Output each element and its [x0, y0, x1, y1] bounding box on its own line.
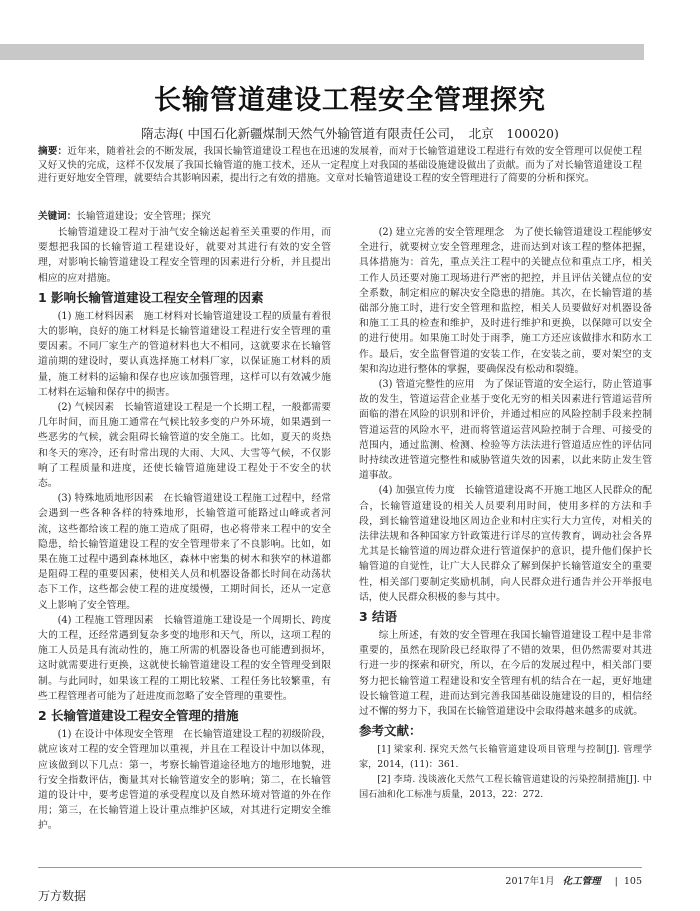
paragraph: (2) 气候因素 长输管道建设工程是一个长期工程，一般都需要几年时间，而且施工通常在气候比较多变的户外环境，如果遇到一些恶劣的气候，就会阻碍长输管道的安全施工。比如，夏天的炎热和冬天的寒冷，还有时常出现的大雨、大风、大雪等气候，不仅影响了工程质量和进度，还使长输管道施建设工程处于不安全的状态。 [38, 402, 331, 490]
watermark-brand: 万方数据 [38, 889, 87, 903]
header-bar [0, 44, 644, 60]
intro-paragraph: 长输管道建设工程对于油气安全输送起着至关重要的作用，而要想把我国的长输管道工程建设好，就要对其进行有效的安全管理，对影响长输管道建设工程安全管理的因素进行分析，并且提出相应的应对措施。 [38, 227, 331, 284]
footer-date: 2017年1月 [505, 876, 555, 887]
paragraph: (1) 在设计中体现安全管理 在长输管道建设工程的初级阶段，就应该对工程的安全管理加以重视，并且在工程设计中加以体现，应该做到以下几点：第一，考察长输管道途径地方的地形地貌，进行安全指数评估，衡量其对长输管道安全的影响；第二，在长输管道的设计中，要考虑管道的承受程度以及自然环境对管道的外在作用；第三，在长输管道上设计重点维护区域，对其进行定期安全维护。 [38, 729, 331, 832]
footer-divider [38, 867, 642, 868]
left-column [38, 225, 331, 834]
article-title: 长输管道建设工程安全管理探究 [154, 85, 546, 116]
author-line: 隋志海( 中国石化新疆煤制天然气外输管道有限责任公司， 北京 100020) [141, 126, 559, 141]
abstract [38, 145, 642, 186]
footer-separator: | [614, 876, 618, 887]
abstract-text: 近年来，随着社会的不断发展，我国长输管道建设工程也在迅速的发展着，而对于长输管道建设工程进行有效的安全管理可以促使工程又好又快的完成，这样不仅发展了我国长输管道的施工技术，还从一定程度上对我国的基础设施建设做出了贡献。而为了对长输管道建设工程进行更好地安全管理，就要结合其影响因素，提出行之有效的措施。文章对长输管道建设工程的安全管理进行了简要的分析和探究。 [38, 146, 642, 185]
keywords [38, 208, 642, 222]
keywords-text: 长输管道建设；安全管理；探究 [76, 211, 211, 222]
abstract-label: 摘要： [38, 146, 68, 157]
paragraph: 综上所述，有效的安全管理在我国长输管道建设工程中是非常重要的，虽然在现阶段已经取得了不错的效果，但仍然需要对其进行进一步的探索和研究，所以，在今后的发展过程中，相关部门要努力把长输管道工程建设和安全管理有机的结合在一起，更好地建设长输管道工程，进而达到完善我国基础设施建设的目的，相信经过不懈的努力下，我国在长输管道建设中会取得越来越多的成就。 [359, 630, 652, 718]
paragraph: (4) 加强宣传力度 长输管道建设离不开施工地区人民群众的配合，长输管道建设的相关人员要利用时间，使用多样的方法和手段，到长输管道建设地区周边企业和村庄实行大力宣传，对相关的法律法规和各种国家方针政策进行详尽的宣传教育，调动社会各界尤其是长输管道的周边群众进行管道保护的意识，提升他们保护长输管道的自觉性，让广大人民群众了解到保护长输管道安全的重要性，相关部门要制定奖励机制，向人民群众进行通告并公开举报电话，使人民群众积极的参与其中。 [359, 485, 652, 603]
paragraph: (1) 施工材料因素 施工材料对长输管道建设工程的质量有着很大的影响，良好的施工材料是长输管道建设工程进行安全管理的重要因素。不同厂家生产的管道材料也大不相同，这就要求在长输管道前期的建设时，要认真选择施工材料厂家，以保证施工材料的质量，施工材料的运输和保存也应该加强管理，这样可以有效减少施工材料在运输和保存中的损害。 [38, 310, 331, 398]
paragraph: (4) 工程施工管理因素 长输管道施工建设是一个周期长、跨度大的工程，还经常遇到复杂多变的地形和天气，所以，这项工程的施工人员是具有流动性的，施工所需的机器设备也可能遭到损坏，这时就需要进行更换，这就使长输管道建设工程的安全管理受到限制。与此同时，如果该工程的工期比较紧、工程任务比较繁重，有些工程管理者可能为了赶进度而忽略了安全管理的重要性。 [38, 614, 331, 702]
reference-item: [2] 李琦. 浅谈液化天然气工程长输管道建设的污染控制措施[J]. 中国石油和化工标准与质量，2013，22：272. [359, 774, 652, 801]
keywords-label: 关键词： [38, 211, 77, 222]
page-number: 105 [623, 876, 642, 887]
section-heading-1: 1 影响长输管道建设工程安全管理的因素 [38, 289, 264, 305]
section-heading-3: 3 结语 [359, 609, 398, 625]
reference-item: [1] 梁家利. 探究天然气长输管道建设项目管理与控制[J]. 管理学家，2014，(11)：361. [359, 744, 652, 771]
paragraph: (2) 建立完善的安全管理理念 为了使长输管道建设工程能够安全进行，就要树立安全管理理念，进而达到对该工程的整体把握，具体措施为：首先，重点关注工程中的关键点位和重点工序，相关工作人员还要对施工现场进行严密的把控，并且评估关键点位的安全系数，制定相应的解决安全隐患的措施。其次，在长输管道的基础部分施工时，进行安全管理和监控，相关人员要做好对机器设备和施工工具的检查和维护，及时进行维护和更换，以保障可以安全的进行使用。如果施工时处于雨季，施工方还应该做排水和防水工作。最后，安全监督管道的安装工作，在安装之前，要对架空的支架和沟边进行整体的掌握，要确保没有松动和裂缝。 [359, 227, 652, 375]
right-column [359, 225, 652, 802]
footer-journal: 化工管理 [562, 876, 601, 887]
references-heading: 参考文献： [359, 723, 422, 739]
paragraph: (3) 管道完整性的应用 为了保证管道的安全运行，防止管道事故的发生，管道运营企业基于变化无穷的相关因素进行管道运营所面临的潜在风险的识别和评价，并通过相应的风险控制手段来控制管道运营的风险水平，进而将管道运营风险控制于合理、可接受的范围内，通过监测、检测、检验等方法法进行管道适应性的评估同时持续改进管道完整性和威胁管道失效的因素，以此来防止发生管道事故。 [359, 379, 652, 482]
paragraph: (3) 特殊地质地形因素 在长输管道建设工程施工过程中，经常会遇到一些各种各样的特殊地形，长输管道可能路过山峰或者河流，这些都给该工程的施工造成了阻碍，也必将带来工程中的安全隐患，给长输管道建设工程的安全管理带来了不良影响。比如，如果在施工过程中遇到森林地区，森林中密集的树木和狭窄的林道都是阻碍工程的重要因素，使相关人员和机器设备都长时间在动荡状态下工作，这些都会使工程的进度缓慢，工期时间长，还从一定意义上影响了安全管理。 [38, 493, 331, 611]
section-heading-2: 2 长输管道建设工程安全管理的措施 [38, 708, 239, 724]
footer [505, 873, 642, 887]
